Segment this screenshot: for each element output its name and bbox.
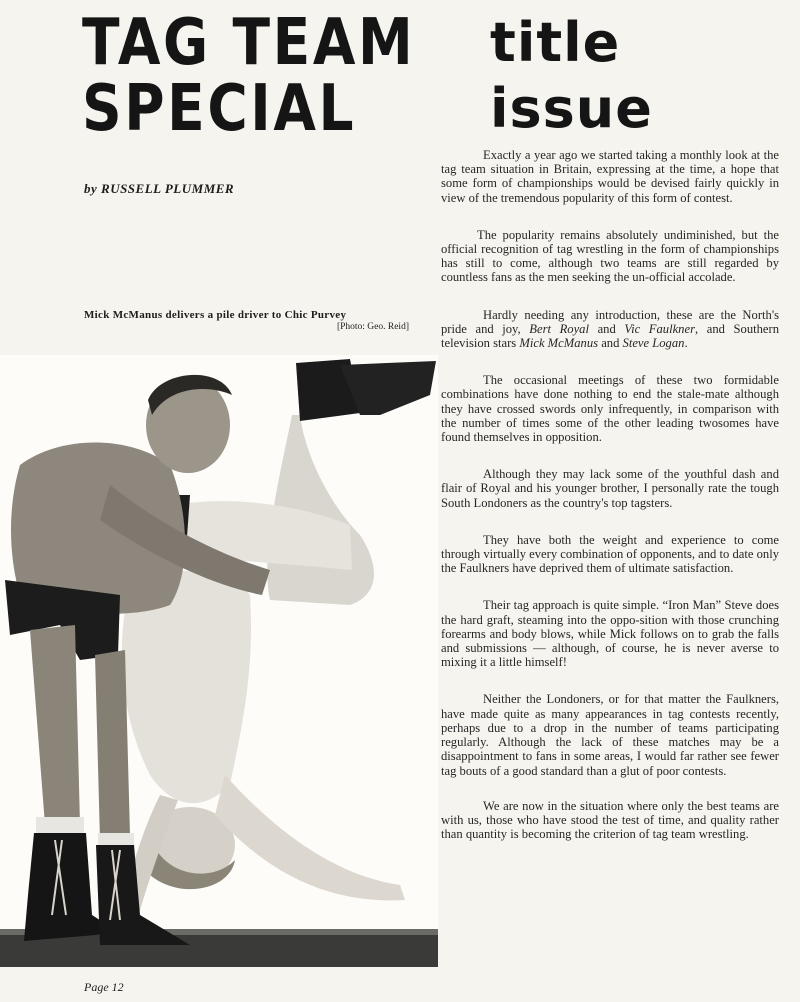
subhead: title issue — [490, 11, 653, 140]
photo-credit: [Photo: Geo. Reid] — [336, 322, 409, 332]
photo-caption-text: Mick McManus delivers a pile driver to Chic Purvey — [84, 309, 347, 321]
headline-line-1: TAG TEAM — [82, 6, 416, 80]
article-paragraph-4: The occasional meetings of these two formidable combinations have done nothing to end the stale-mate although they have crossed swords only infrequently, in comparison with the number of times some of the other leading twosomes have found themselves in opposition. — [441, 373, 779, 445]
p3-text-a: Hardly needing any introduction, these are the North's pride and joy, — [441, 307, 779, 336]
article-paragraph-6: They have both the weight and experience to come through virtually every combination of opponents, and to date only the Faulkners have deprived them of ultimate satisfaction. — [441, 532, 779, 576]
article-paragraph-9: We are now in the situation where only the best teams are with us, those who have stood the test of time, and quality rather than quantity is becoming the criterion of tag team wrestling. — [441, 798, 779, 842]
article-paragraph-1: Exactly a year ago we started taking a monthly look at the tag team situation in Britain, expressing at the time, a hope that some form of championships would be devised fairly quickly in view of the tremendous popularity of this form of contest. — [441, 148, 779, 205]
name-vic-faulkner: Vic Faulkner — [624, 321, 695, 336]
article-paragraph-7: Their tag approach is quite simple. “Iron Man” Steve does the hard graft, steaming into the oppo-sition with those crunching forearms and body blows, while Mick follows on to grab the falls and submissions — although, of course, he is never averse to mixing it a little himself! — [441, 598, 779, 670]
p3-text-e: . — [684, 336, 688, 351]
photo-caption — [84, 309, 409, 332]
byline: by RUSSELL PLUMMER — [84, 181, 235, 196]
wrestling-photo — [0, 355, 438, 967]
name-steve-logan: Steve Logan — [622, 336, 685, 351]
headline — [82, 6, 416, 146]
article-body — [441, 148, 779, 864]
article-paragraph-5: Although they may lack some of the youthful dash and flair of Royal and his younger brother, I personally rate the tough South Londoners as the country's top tagsters. — [441, 467, 779, 510]
name-mick-mcmanus: Mick McManus — [519, 336, 599, 351]
name-bert-royal: Bert Royal — [529, 321, 589, 336]
article-paragraph-3 — [441, 308, 779, 351]
page-number: Page 12 — [84, 980, 124, 994]
p3-text-c: , and Southern television stars — [441, 321, 779, 351]
p3-text-b: and — [588, 321, 625, 336]
article-paragraph-8: Neither the Londoners, or for that matter the Faulkners, have made quite as many appearances in tag contests recently, perhaps due to a drop in the number of teams participating regularly. Although the lack of these matches may be a disappointment to fans in some areas, I would far rather see fewer tag bouts of a good standard than a glut of poor contests. — [441, 692, 779, 778]
p3-text-d: and — [598, 336, 623, 351]
headline-line-2: SPECIAL — [82, 72, 357, 146]
pile-driver-illustration — [0, 355, 438, 967]
article-paragraph-2: The popularity remains absolutely undiminished, but the official recognition of tag wrestling in the form of championships has still to come, although two teams are still regarded by countless fans as the men seeking the un-official accolade. — [441, 227, 779, 285]
